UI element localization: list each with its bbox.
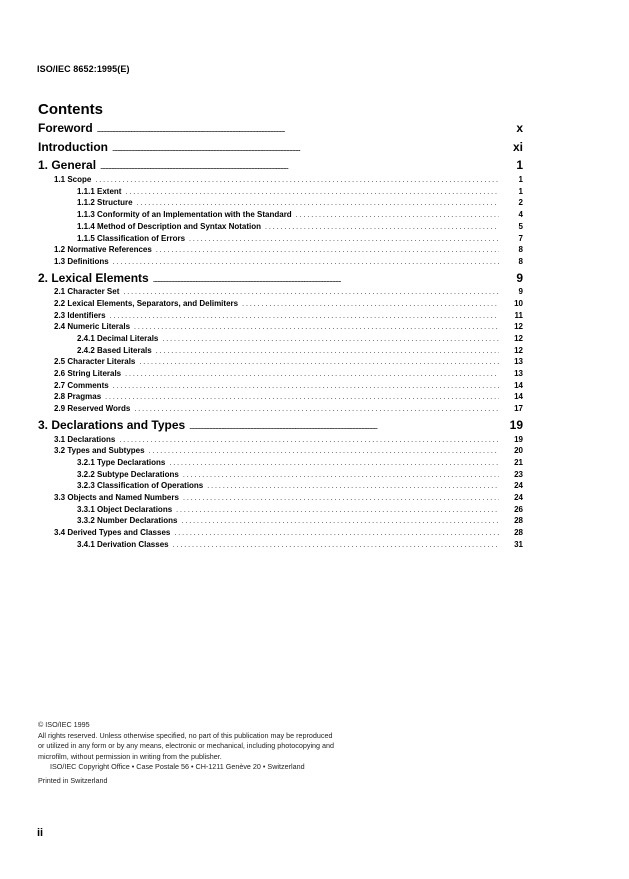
toc-entry[interactable] <box>38 121 523 138</box>
toc-entry-label: 2.9 Reserved Words <box>54 404 131 414</box>
toc-entry-page: 13 <box>514 357 523 367</box>
toc-entry-label: 2.5 Character Literals <box>54 357 136 367</box>
toc-entry-page: 21 <box>514 457 523 467</box>
toc-entry[interactable] <box>38 392 523 404</box>
toc-entry[interactable] <box>38 334 523 346</box>
toc-entry[interactable] <box>38 287 523 299</box>
toc-entry[interactable] <box>38 222 523 234</box>
toc-leader-dots <box>149 448 499 455</box>
toc-entry-label: 2.4.1 Decimal Literals <box>77 334 159 343</box>
toc-entry-label: 1.1 Scope <box>54 175 92 185</box>
toc-leader-dots <box>137 200 499 207</box>
toc-entry[interactable] <box>38 458 523 470</box>
toc-leader-dots <box>113 259 499 266</box>
toc-entry-label: 1.1.4 Method of Description and Syntax Notation <box>77 221 262 231</box>
toc-entry-label: 2.3 Identifiers <box>54 310 106 320</box>
toc-entry[interactable] <box>38 271 523 288</box>
toc-entry[interactable] <box>38 198 523 210</box>
toc-entry[interactable] <box>38 175 523 187</box>
toc-entry-page: 14 <box>514 380 523 390</box>
toc-entry-label: 1.3 Definitions <box>54 256 109 266</box>
toc-entry-page: 8 <box>518 245 523 255</box>
toc-leader-dots <box>183 495 499 502</box>
copyright-notice <box>38 720 334 787</box>
toc-entry-label: 3.4.1 Derivation Classes <box>77 539 169 549</box>
toc-leader-dots <box>105 394 499 401</box>
toc-entry[interactable] <box>38 481 523 493</box>
toc-leader-dots <box>112 146 499 153</box>
toc-entry-label: 2.8 Pragmas <box>54 392 102 402</box>
toc-entry-page: 31 <box>514 539 523 549</box>
toc-entry-label: 3.2.2 Subtype Declarations <box>77 469 179 479</box>
toc-leader-dots <box>134 324 499 331</box>
toc-entry-label: 2.2 Lexical Elements, Separators, and Delimiters <box>54 298 239 308</box>
toc-entry-page: 7 <box>518 233 523 243</box>
toc-entry[interactable] <box>38 435 523 447</box>
toc-entry-label: 3.1 Declarations <box>54 434 116 444</box>
toc-leader-dots <box>110 313 499 320</box>
toc-entry[interactable] <box>38 540 523 552</box>
toc-leader-dots <box>97 127 499 134</box>
toc-entry-page: 1 <box>518 186 523 196</box>
toc-entry-page: 24 <box>514 492 523 502</box>
toc-entry[interactable] <box>38 245 523 257</box>
toc-entry-page: 28 <box>514 516 523 526</box>
toc-entry[interactable] <box>38 158 523 175</box>
toc-entry-page: 28 <box>514 528 523 537</box>
toc-entry[interactable] <box>38 505 523 517</box>
rights-line-2: or utilized in any form or by any means, electronic or mechanical, including photocopying and <box>38 741 335 751</box>
toc-entry-label: Introduction <box>38 139 108 154</box>
toc-leader-dots <box>156 348 499 355</box>
toc-entry-label: 2.7 Comments <box>54 380 109 390</box>
toc-entry-page: 11 <box>514 310 523 320</box>
toc-entry-label: Foreword <box>38 121 93 135</box>
toc-entry-page: 26 <box>514 504 523 514</box>
toc-entry[interactable] <box>38 299 523 311</box>
toc-entry-page: 10 <box>514 298 523 308</box>
toc-entry-label: 1.1.1 Extent <box>77 186 122 196</box>
toc-entry[interactable] <box>38 381 523 393</box>
toc-entry-page: 23 <box>514 469 523 479</box>
toc-entry[interactable] <box>38 311 523 323</box>
toc-leader-dots <box>173 542 499 549</box>
toc-leader-dots <box>125 189 499 196</box>
toc-entry[interactable] <box>38 234 523 246</box>
toc-entry[interactable] <box>38 357 523 369</box>
toc-entry-page: 13 <box>514 369 523 379</box>
toc-entry-page: 4 <box>518 210 523 220</box>
toc-entry[interactable] <box>38 322 523 334</box>
toc-leader-dots <box>134 406 499 413</box>
toc-entry[interactable] <box>38 516 523 528</box>
toc-entry[interactable] <box>38 470 523 482</box>
toc-entry-label: 1.2 Normative References <box>54 245 152 255</box>
toc-leader-dots <box>189 236 499 243</box>
toc-entry-page: 1 <box>516 158 523 173</box>
toc-entry-label: 3.3 Objects and Named Numbers <box>54 492 179 502</box>
toc-entry-page: 14 <box>514 392 523 402</box>
toc-leader-dots <box>95 177 499 184</box>
toc-entry-label: 3.2 Types and Subtypes <box>54 446 145 456</box>
rights-line-3: microfilm, without permission in writing from the publisher. <box>38 751 222 761</box>
toc-entry[interactable] <box>38 418 523 435</box>
toc-entry-page: 9 <box>516 270 523 285</box>
toc-leader-dots <box>174 530 499 537</box>
rights-line-1: All rights reserved. Unless otherwise specified, no part of this publication may be reproduced <box>38 730 333 740</box>
toc-leader-dots <box>265 224 499 231</box>
toc-entry[interactable] <box>38 369 523 381</box>
toc-entry[interactable] <box>38 210 523 222</box>
toc-entry-page: 24 <box>514 481 523 491</box>
toc-entry-page: 20 <box>514 446 523 456</box>
contents-heading: Contents <box>38 101 103 118</box>
toc-entry-label: 2.4 Numeric Literals <box>54 322 131 332</box>
toc-entry-page: xi <box>512 139 523 154</box>
toc-entry-page: 12 <box>514 334 523 343</box>
toc-entry-label: 1.1.2 Structure <box>77 198 133 208</box>
toc-entry-label: 2.6 String Literals <box>54 369 122 379</box>
toc-entry-page: 12 <box>514 345 523 355</box>
toc-leader-dots <box>176 507 499 514</box>
toc-entry-label: 3. Declarations and Types <box>38 417 186 432</box>
toc-entry-page: 19 <box>514 434 523 444</box>
toc-entry-label: 3.2.3 Classification of Operations <box>77 481 204 491</box>
toc-entry[interactable] <box>38 404 523 416</box>
toc-entry-label: 1. General <box>38 158 97 173</box>
toc-leader-dots <box>153 277 499 284</box>
toc-leader-dots <box>181 518 499 525</box>
toc-entry-label: 1.1.3 Conformity of an Implementation with the Standard <box>77 210 292 220</box>
toc-leader-dots <box>183 472 499 479</box>
toc-leader-dots <box>113 383 499 390</box>
table-of-contents <box>38 121 523 551</box>
copyright-office-address: ISO/IEC Copyright Office • Case Postale 56 • CH-1211 Genève 20 • Switzerland <box>50 762 305 772</box>
toc-entry-page: x <box>516 121 523 135</box>
printed-in: Printed in Switzerland <box>38 775 108 785</box>
document-identifier: ISO/IEC 8652:1995(E) <box>37 64 130 74</box>
toc-leader-dots <box>123 289 499 296</box>
toc-entry-page: 12 <box>514 322 523 332</box>
toc-entry-label: 3.3.2 Number Declarations <box>77 516 178 526</box>
toc-leader-dots <box>207 483 499 490</box>
toc-entry[interactable] <box>38 140 523 157</box>
toc-leader-dots <box>119 437 499 444</box>
page-number: ii <box>37 827 44 839</box>
toc-entry[interactable] <box>38 493 523 505</box>
toc-leader-dots <box>139 359 499 366</box>
toc-entry[interactable] <box>38 187 523 199</box>
toc-leader-dots <box>169 460 499 467</box>
toc-entry-page: 2 <box>518 198 523 208</box>
toc-entry-page: 17 <box>514 404 523 414</box>
toc-entry-label: 3.4 Derived Types and Classes <box>54 528 171 537</box>
toc-entry[interactable] <box>38 346 523 358</box>
toc-leader-dots <box>162 336 499 343</box>
toc-entry[interactable] <box>38 446 523 458</box>
copyright-line: © ISO/IEC 1995 <box>38 720 90 729</box>
toc-leader-dots <box>125 371 499 378</box>
toc-entry-label: 3.2.1 Type Declarations <box>77 457 166 467</box>
toc-entry-page: 19 <box>509 417 523 432</box>
toc-entry-page: 5 <box>518 221 523 231</box>
toc-entry-page: 8 <box>518 256 523 266</box>
toc-leader-dots <box>296 212 499 219</box>
toc-entry-page: 9 <box>518 287 523 297</box>
toc-entry-label: 2.4.2 Based Literals <box>77 345 152 355</box>
toc-entry-label: 2.1 Character Set <box>54 287 120 297</box>
toc-entry-label: 3.3.1 Object Declarations <box>77 504 173 514</box>
toc-entry[interactable] <box>38 257 523 269</box>
toc-entry-page: 1 <box>518 175 523 185</box>
toc-leader-dots <box>242 301 499 308</box>
toc-entry-label: 2. Lexical Elements <box>38 270 149 285</box>
toc-leader-dots <box>156 247 499 254</box>
toc-entry[interactable] <box>38 528 523 540</box>
toc-entry-label: 1.1.5 Classification of Errors <box>77 233 186 243</box>
toc-leader-dots <box>189 424 499 431</box>
toc-leader-dots <box>100 164 499 171</box>
